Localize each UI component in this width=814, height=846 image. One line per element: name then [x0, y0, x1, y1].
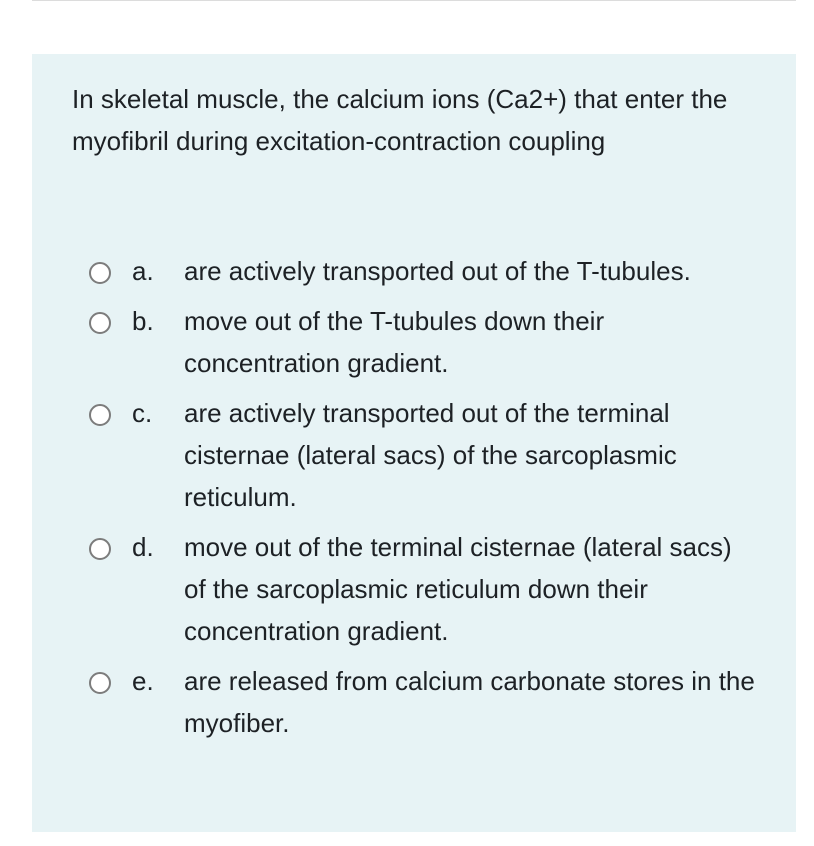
radio-button-e[interactable] — [89, 672, 111, 694]
radio-button-b[interactable] — [89, 312, 111, 334]
top-divider — [32, 0, 796, 1]
radio-button-a[interactable] — [89, 262, 111, 284]
answer-option-e[interactable] — [32, 660, 796, 744]
answer-text: are actively transported out of the T-tubules. — [184, 256, 691, 286]
answer-option-d[interactable] — [32, 526, 796, 652]
radio-button-c[interactable] — [89, 404, 111, 426]
answer-options — [32, 250, 796, 752]
answer-text: are released from calcium carbonate stores in the myofiber. — [184, 666, 755, 738]
answer-letter: d. — [132, 532, 154, 562]
answer-text: move out of the terminal cisternae (lateral sacs) of the sarcoplasmic reticulum down their concentration gradient. — [184, 532, 732, 646]
question-text: In skeletal muscle, the calcium ions (Ca2+) that enter the myofibril during excitation-contraction coupling — [72, 84, 728, 156]
radio-button-d[interactable] — [89, 538, 111, 560]
answer-letter: e. — [132, 666, 154, 696]
answer-letter: a. — [132, 256, 154, 286]
answer-letter: b. — [132, 306, 154, 336]
answer-option-b[interactable] — [32, 300, 796, 384]
answer-option-c[interactable] — [32, 392, 796, 518]
answer-text: move out of the T-tubules down their concentration gradient. — [184, 306, 605, 378]
answer-text: are actively transported out of the terminal cisternae (lateral sacs) of the sarcoplasmic reticulum. — [184, 398, 677, 512]
question-card — [32, 54, 796, 832]
answer-letter: c. — [132, 398, 153, 428]
answer-option-a[interactable] — [32, 250, 796, 292]
